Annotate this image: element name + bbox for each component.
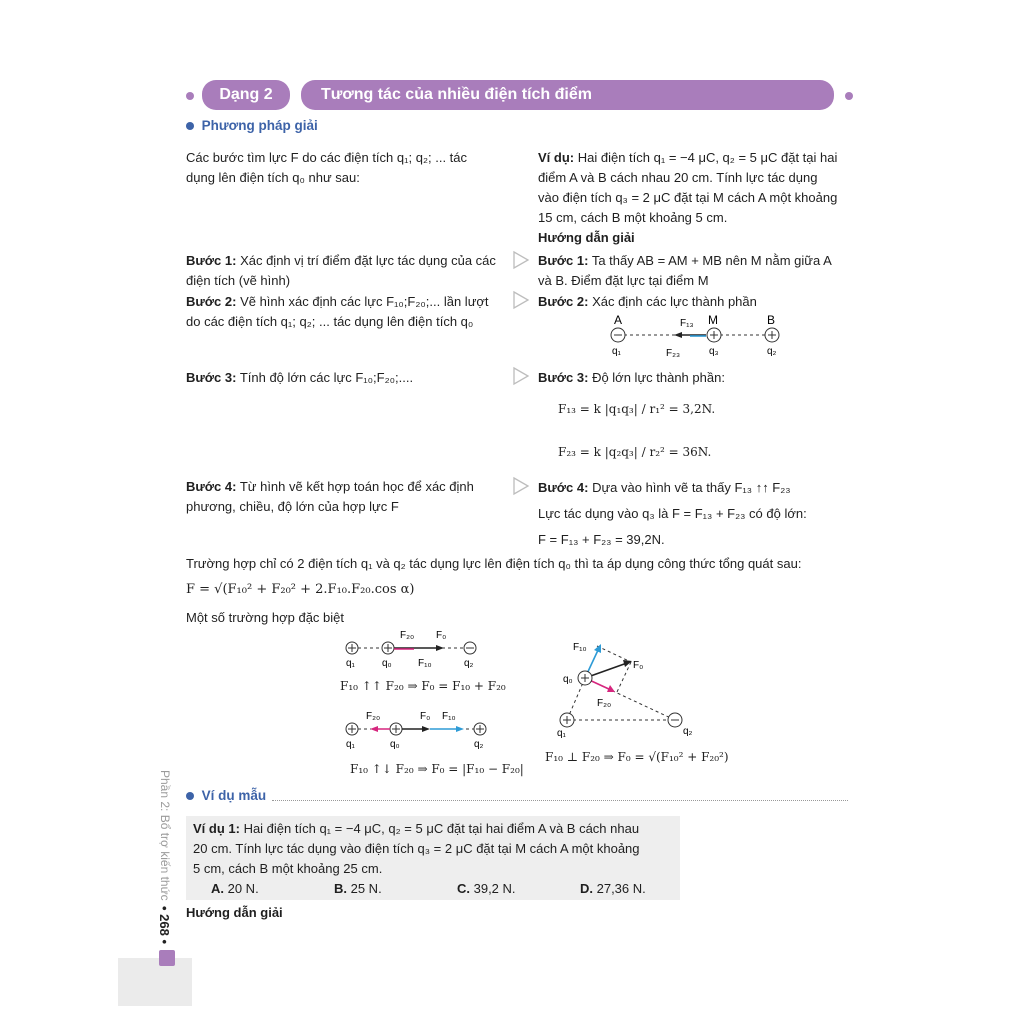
- side-tab-block: [118, 958, 192, 1006]
- label-F10: F₁₀: [573, 642, 587, 653]
- label-M: M: [708, 313, 718, 327]
- sample-heading: Ví dụ mẫu: [186, 788, 266, 803]
- example-intro: Ví dụ: Hai điện tích q₁ = −4 μC, q₂ = 5 μC đặt tại hai điểm A và B cách nhau 20 cm. Tính lực tác dụng vào điện tích q₃ = 2 μC đặt tại M cách A một khoảng 15 cm, cách B một khoảng 5 cm. Hướng dẫn giải: [538, 150, 838, 245]
- label-B: B: [767, 313, 776, 327]
- sample-guide: Hướng dẫn giải: [186, 905, 283, 920]
- label-F10: F₁₀: [442, 711, 456, 722]
- method-step2: Bước 2: Vẽ hình xác định các lực F₁₀;F₂₀;... lần lượt do các điện tích q₁; q₂; ... tác dụng lên điện tích q₀: [186, 294, 489, 329]
- formula-f23: F₂₃ = k |q₂q₃| / r₂² = 36N.: [558, 445, 712, 459]
- option-b[interactable]: B. 25 N.: [334, 881, 382, 896]
- label-q1: q₁: [612, 346, 621, 357]
- bullet-icon: [186, 122, 194, 130]
- label-F13: F₁₃: [680, 318, 694, 329]
- method-heading: Phương pháp giải: [186, 118, 318, 133]
- example-step1: Bước 1: Ta thấy AB = AM + MB nên M nằm giữa A và B. Điểm đặt lực tại điểm M: [538, 253, 832, 288]
- side-section-label: Phần 2: Bổ trợ kiến thức: [158, 770, 172, 901]
- label-q1: q₁: [346, 739, 355, 750]
- method-step1: Bước 1: Xác định vị trí điểm đặt lực tác dụng của các điện tích (vẽ hình): [186, 253, 496, 288]
- example-step2: Bước 2: Xác định các lực thành phần: [538, 294, 757, 309]
- label-F0: F₀: [436, 630, 447, 641]
- case2-formula: F₁₀ ↑↓ F₂₀ ⇒ F₀ = |F₁₀ − F₂₀|: [350, 762, 524, 776]
- method-intro: Các bước tìm lực F do các điện tích q₁; q₂; ... tác dụng lên điện tích q₀ như sau:: [186, 150, 468, 185]
- label-q3: q₃: [709, 346, 719, 357]
- diagram-case3: [545, 634, 705, 744]
- diagram-case2: [340, 709, 490, 751]
- general-formula: F = √(F₁₀² + F₂₀² + 2.F₁₀.F₂₀.cos α): [186, 582, 415, 597]
- step-arrow-icon: [514, 292, 528, 308]
- example-question: Ví dụ 1: Hai điện tích q₁ = −4 μC, q₂ = 5 μC đặt tại hai điểm A và B cách nhau 20 cm. Tính lực tác dụng vào điện tích q₃ = 2 μC đặt tại M cách A một khoảng 5 cm, cách B một khoảng 25 cm.: [193, 821, 640, 876]
- case3-formula: F₁₀ ⊥ F₂₀ ⇒ F₀ = √(F₁₀² + F₂₀²): [545, 750, 729, 764]
- label-q0: q₀: [563, 674, 573, 685]
- label-F23: F₂₃: [666, 348, 681, 359]
- label-F20: F₂₀: [597, 698, 612, 709]
- special-cases-heading: Một số trường hợp đặc biệt: [186, 610, 344, 625]
- label-q1: q₁: [557, 728, 566, 739]
- option-c[interactable]: C. 39,2 N.: [457, 881, 516, 896]
- label-A: A: [614, 313, 623, 327]
- label-q0: q₀: [382, 658, 392, 669]
- general-line: Trường hợp chỉ có 2 điện tích q₁ và q₂ tác dụng lực lên điện tích q₀ thì ta áp dụng công thức tổng quát sau:: [186, 556, 802, 571]
- example-step4: Bước 4: Dựa vào hình vẽ ta thấy F₁₃ ↑↑ F₂₃ Lực tác dụng vào q₃ là F = F₁₃ + F₂₃ có độ lớn: F = F₁₃ + F₂₃ = 39,2N.: [538, 480, 807, 547]
- label-q2: q₂: [767, 346, 777, 357]
- label-q2: q₂: [464, 658, 474, 669]
- header-left-dot: [186, 92, 194, 100]
- side-tab-marker: [159, 950, 175, 966]
- section-badge: Dạng 2: [202, 80, 290, 110]
- section-title: Tương tác của nhiều điện tích điểm: [301, 80, 834, 110]
- page-number: • 268 •: [157, 906, 172, 945]
- label-F10: F₁₀: [418, 658, 432, 669]
- example-step3: Bước 3: Độ lớn lực thành phần:: [538, 370, 725, 385]
- label-F0: F₀: [420, 711, 431, 722]
- diagram-case1: [340, 628, 490, 670]
- case1-formula: F₁₀ ↑↑ F₂₀ ⇒ F₀ = F₁₀ + F₂₀: [340, 679, 506, 693]
- label-F20: F₂₀: [366, 711, 381, 722]
- method-step3: Bước 3: Tính độ lớn các lực F₁₀;F₂₀;....: [186, 370, 414, 385]
- dotted-divider: [272, 800, 848, 801]
- method-step4: Bước 4: Từ hình vẽ kết hợp toán học để xác định phương, chiều, độ lớn của hợp lực F: [186, 479, 474, 514]
- option-a[interactable]: A. 20 N.: [211, 881, 259, 896]
- label-q0: q₀: [390, 739, 400, 750]
- label-q2: q₂: [683, 726, 693, 737]
- step-arrow-icon: [514, 478, 528, 494]
- bullet-icon: [186, 792, 194, 800]
- step-arrow-icon: [514, 368, 528, 384]
- label-F20: F₂₀: [400, 630, 415, 641]
- step-arrow-icon: [514, 252, 528, 268]
- step-arrow-icons: [510, 250, 532, 500]
- formula-f13: F₁₃ = k |q₁q₃| / r₁² = 3,2N.: [558, 402, 716, 416]
- label-q2: q₂: [474, 739, 484, 750]
- header-right-dot: [845, 92, 853, 100]
- label-F0: F₀: [633, 660, 644, 671]
- diagram-amb: [600, 312, 800, 362]
- option-d[interactable]: D. 27,36 N.: [580, 881, 646, 896]
- label-q1: q₁: [346, 658, 355, 669]
